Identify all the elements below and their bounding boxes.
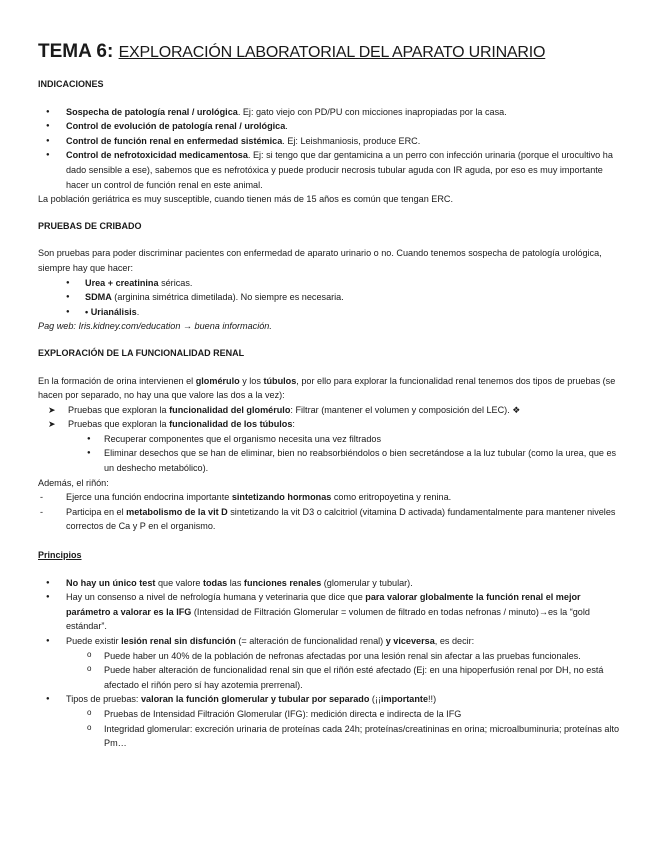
title-number: TEMA 6:: [38, 41, 114, 62]
list-item: ● Puede existir lesión renal sin disfunción (= alteración de funcionalidad renal) y viceversa, es decir:: [38, 634, 620, 649]
list-item: ● No hay un único test que valore todas las funciones renales (glomerular y tubular).: [38, 576, 620, 591]
section-heading-funcionalidad: EXPLORACIÓN DE LA FUNCIONALIDAD RENAL: [38, 347, 245, 358]
arrow-item-glomerulo: ➤ Pruebas que exploran la funcionalidad del glomérulo: Filtrar (mantener el volumen y composición del LEC). ❖: [38, 403, 620, 418]
list-item: ● Eliminar desechos que se han de eliminar, bien no reabsorbiéndolos o bien secretándose a la luz tubular (como la urea, que es un deshecho metabólico).: [38, 446, 620, 475]
list-item: ● Urea + creatinina séricas.: [38, 276, 620, 291]
list-item: ● Control de nefrotoxicidad medicamentosa. Ej: si tengo que dar gentamicina a un perro con infección urinaria (porque el urocultivo ha dado sensible a ese), sabemos que es nefrotóxica y puede producir necrosis tubular aguda con IR aguda, por eso es muy importante hacer un control de función renal en este animal.: [38, 148, 620, 192]
list-item: ● SDMA (arginina simétrica dimetilada). No siempre es necesaria.: [38, 290, 620, 305]
ademas-line: Además, el riñón:: [38, 477, 109, 488]
list-item: o Puede haber alteración de funcionalidad renal sin que el riñón esté afectado (Ej: en una hipoperfusión renal por DH, no está afectado el riñón pero sí hay azotemia prerrenal).: [38, 663, 620, 692]
page-title: [38, 40, 620, 65]
section-heading-cribado: PRUEBAS DE CRIBADO: [38, 220, 142, 231]
list-item: o Pruebas de Intensidad Filtración Glomerular (IFG): medición directa e indirecta de la IFG: [38, 707, 620, 722]
list-item: ● Hay un consenso a nivel de nefrología humana y veterinaria que dice que para valorar globalmente la función renal el mejor parámetro a valorar es la IFG (Intensidad de Filtración Glomerular = volumen de filtrado en todas nefronas / minuto)→es la “gold estándar”.: [38, 590, 620, 634]
arrow-item-tubulos: ➤ Pruebas que exploran la funcionalidad de los túbulos:: [38, 417, 620, 432]
section-heading-indicaciones: INDICACIONES: [38, 79, 104, 89]
indicaciones-list: [38, 105, 620, 193]
document-page: [38, 40, 620, 751]
principios-list: [38, 576, 620, 751]
list-item: - Ejerce una función endocrina importante sintetizando hormonas como eritropoyetina y renina.: [38, 490, 620, 505]
list-item: - Participa en el metabolismo de la vit D sintetizando la vit D3 o calcitriol (vitamina D activada) fundamentalmente para mantener niveles correctos de Ca y P en el organismo.: [38, 505, 620, 534]
indicaciones-note: La población geriátrica es muy susceptible, cuando tienen más de 15 años es común que tengan ERC.: [38, 194, 454, 205]
list-item: o Integridad glomerular: excreción urinaria de proteínas cada 24h; proteínas/creatininas en orina; microalbuminuria; proteínas alto Pm…: [38, 722, 620, 751]
rinon-list: [38, 490, 620, 534]
funcionalidad-list: [38, 403, 620, 476]
list-item: ● Sospecha de patología renal / urológica. Ej: gato viejo con PD/PU con micciones inapropiadas por la casa.: [38, 105, 620, 120]
list-item: ● Control de función renal en enfermedad sistémica. Ej: Leishmaniosis, produce ERC.: [38, 134, 620, 149]
funcionalidad-intro: En la formación de orina intervienen el glomérulo y los túbulos, por ello para explorar la funcionalidad renal tenemos dos tipos de pruebas (se hacen por separado, no hay una que valore las dos a la vez):: [38, 375, 616, 401]
list-item: o Puede haber un 40% de la población de nefronas afectadas por una lesión renal sin afectar a las pruebas funcionales.: [38, 649, 620, 664]
list-item: ● Recuperar componentes que el organismo necesita una vez filtrados: [38, 432, 620, 447]
list-item: ● Tipos de pruebas: valoran la función glomerular y tubular por separado (¡¡importante!!): [38, 692, 620, 707]
cribado-intro: Son pruebas para poder discriminar pacientes con enfermedad de aparato urinario o no. Cuando tenemos sospecha de patología urológica, siempre hay que hacer:: [38, 248, 602, 273]
list-item: ● • Urianálisis.: [38, 305, 620, 320]
list-item: ● Control de evolución de patología renal / urológica.: [38, 119, 620, 134]
title-subject: EXPLORACIÓN LABORATORIAL DEL APARATO URINARIO: [118, 44, 546, 61]
cribado-web-reference: Pag web: Iris.kidney.com/education → buena información.: [38, 321, 272, 332]
section-heading-principios: Principios: [38, 550, 82, 561]
cribado-list: [38, 276, 620, 320]
